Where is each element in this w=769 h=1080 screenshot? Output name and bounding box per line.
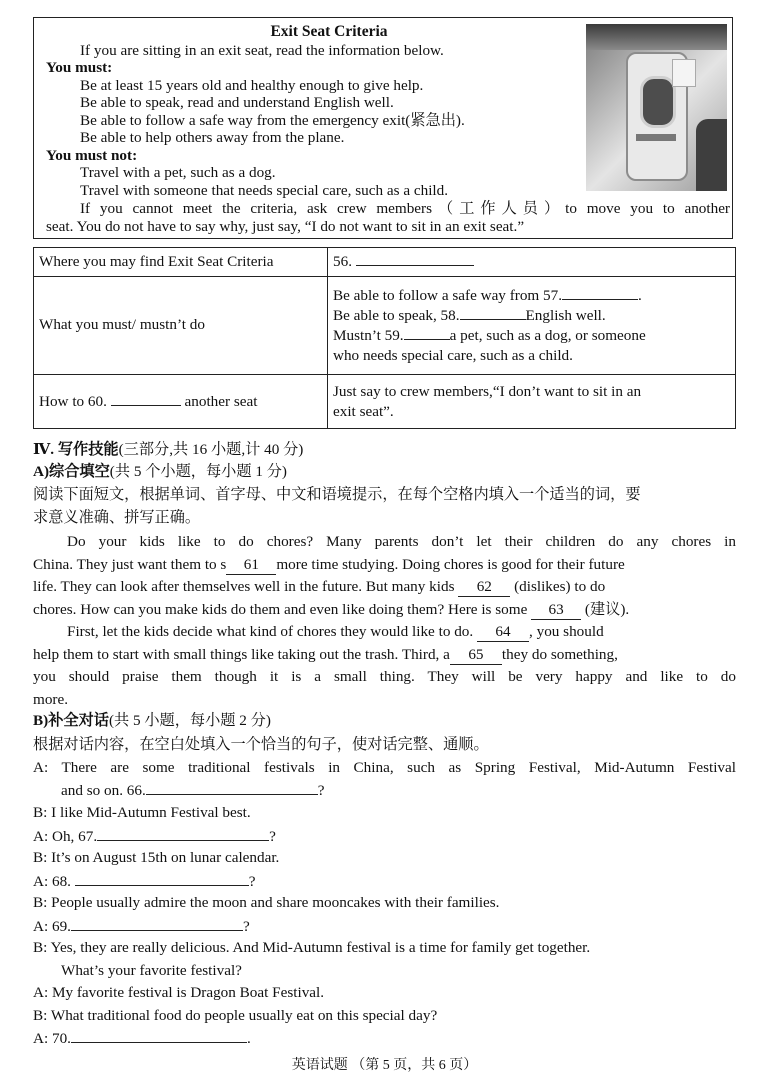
answer-blank-58[interactable] [460, 306, 526, 320]
section-b-instruction: 根据对话内容，在空白处填入一个恰当的句子，使对话完整、通顺。 [33, 736, 489, 753]
passage-line: more. [33, 691, 69, 708]
passage-line: help them to start with small things like taking out the trash. Third, a 65 they do something, [33, 646, 618, 665]
dialogue-line: A: There are some traditional festivals in China, such as Spring Festival, Mid-Autumn Festival [33, 759, 736, 776]
table-cell-answer: Be able to follow a safe way from 57. . Be able to speak, 58. English well. Mustn’t 59. a pet, such as a dog, or someone who needs special care, such as a child. [328, 277, 736, 375]
table-cell-question: How to 60. another seat [34, 375, 328, 429]
must-item: Be able to speak, read and understand English well. [80, 94, 394, 111]
must-item: Be able to follow a safe way from the emergency exit(紧急出). [80, 112, 465, 129]
answer-blank-57[interactable] [562, 286, 638, 300]
dialogue-blank-66[interactable] [146, 781, 318, 795]
exit-intro: If you are sitting in an exit seat, read the information below. [80, 42, 444, 59]
airplane-exit-door-photo [586, 24, 727, 191]
dialogue-line: B: People usually admire the moon and share mooncakes with their families. [33, 894, 500, 911]
dialogue-blank-67[interactable] [97, 827, 269, 841]
exit-seat-table [33, 247, 736, 429]
dialogue-line: B: What traditional food do people usually eat on this special day? [33, 1007, 438, 1024]
dialogue-line: What’s your favorite festival? [61, 962, 242, 979]
must-not-item: Travel with someone that needs special care, such as a child. [80, 182, 449, 199]
passage-line: First, let the kids decide what kind of chores they would like to do. 64 , you should [67, 623, 604, 642]
dialogue-line: B: Yes, they are really delicious. And Mid-Autumn festival is a time for family get together. [33, 939, 591, 956]
dialogue-line: A: My favorite festival is Dragon Boat Festival. [33, 984, 325, 1001]
section-a-instruction: 阅读下面短文，根据单词、首字母、中文和语境提示，在每个空格内填入一个适当的词，要 [33, 486, 641, 503]
table-cell-question: Where you may find Exit Seat Criteria [34, 248, 328, 277]
table-cell-question: What you must/ mustn’t do [34, 277, 328, 375]
must-heading: You must: [46, 59, 113, 76]
passage-line: China. They just want them to s 61 more time studying. Doing chores is good for their future [33, 556, 625, 575]
table-row [34, 277, 736, 375]
dialogue-blank-69[interactable] [71, 917, 243, 931]
table-cell-answer: 56. [328, 248, 736, 277]
exit-closing-line-2: seat. You do not have to say why, just say, “I do not want to sit in an exit seat.” [46, 218, 525, 235]
must-item: Be at least 15 years old and healthy enough to give help. [80, 77, 424, 94]
section-a-instruction: 求意义准确、拼写正确。 [33, 509, 201, 526]
dialogue-blank-70[interactable] [71, 1029, 247, 1043]
dialogue-line: A: 70. . [33, 1030, 251, 1047]
dialogue-line: B: I like Mid-Autumn Festival best. [33, 804, 251, 821]
must-not-heading: You must not: [46, 147, 138, 164]
answer-blank-56[interactable] [356, 252, 474, 266]
passage-line: chores. How can you make kids do them and even like doing them? Here is some 63 (建议). [33, 601, 629, 620]
must-not-item: Travel with a pet, such as a dog. [80, 164, 276, 181]
exit-seat-criteria-box [33, 17, 733, 239]
passage-line: you should praise them though it is a small thing. They will be very happy and like to do [33, 668, 736, 685]
cloze-blank-63[interactable]: 63 [531, 601, 581, 620]
section-a-heading: A)综合填空(共 5 个小题，每小题 1 分) [33, 463, 287, 480]
exit-box-title: Exit Seat Criteria [270, 23, 388, 40]
passage-line: life. They can look after themselves well in the future. But many kids 62 (dislikes) to do [33, 578, 605, 597]
passage-line: Do your kids like to do chores? Many parents don’t let their children do any chores in [67, 533, 736, 550]
dialogue-line: A: Oh, 67. ? [33, 828, 276, 845]
dialogue-line: B: It’s on August 15th on lunar calendar. [33, 849, 280, 866]
dialogue-line: and so on. 66. ? [61, 782, 325, 799]
dialogue-line: A: 69. ? [33, 918, 250, 935]
cloze-blank-64[interactable]: 64 [477, 623, 529, 642]
cloze-blank-65[interactable]: 65 [450, 646, 502, 665]
exit-closing-line-1: If you cannot meet the criteria, ask crew members（工作人员）to move you to another [80, 200, 730, 217]
dialogue-line: A: 68. ? [33, 873, 256, 890]
table-row [34, 248, 736, 277]
cloze-blank-62[interactable]: 62 [458, 578, 510, 597]
table-row [34, 375, 736, 429]
must-item: Be able to help others away from the plane. [80, 129, 345, 146]
answer-blank-60[interactable] [111, 392, 181, 406]
dialogue-blank-68[interactable] [75, 872, 249, 886]
section-b-heading: B)补全对话(共 5 小题，每小题 2 分) [33, 712, 271, 729]
table-cell-answer: Just say to crew members,“I don’t want to sit in an exit seat”. [328, 375, 736, 429]
answer-blank-59[interactable] [404, 326, 450, 340]
page-footer: 英语试题 （第 5 页，共 6 页） [291, 1058, 478, 1073]
cloze-blank-61[interactable]: 61 [226, 556, 276, 575]
part4-heading: Ⅳ. 写作技能(三部分,共 16 小题,计 40 分) [33, 441, 304, 458]
